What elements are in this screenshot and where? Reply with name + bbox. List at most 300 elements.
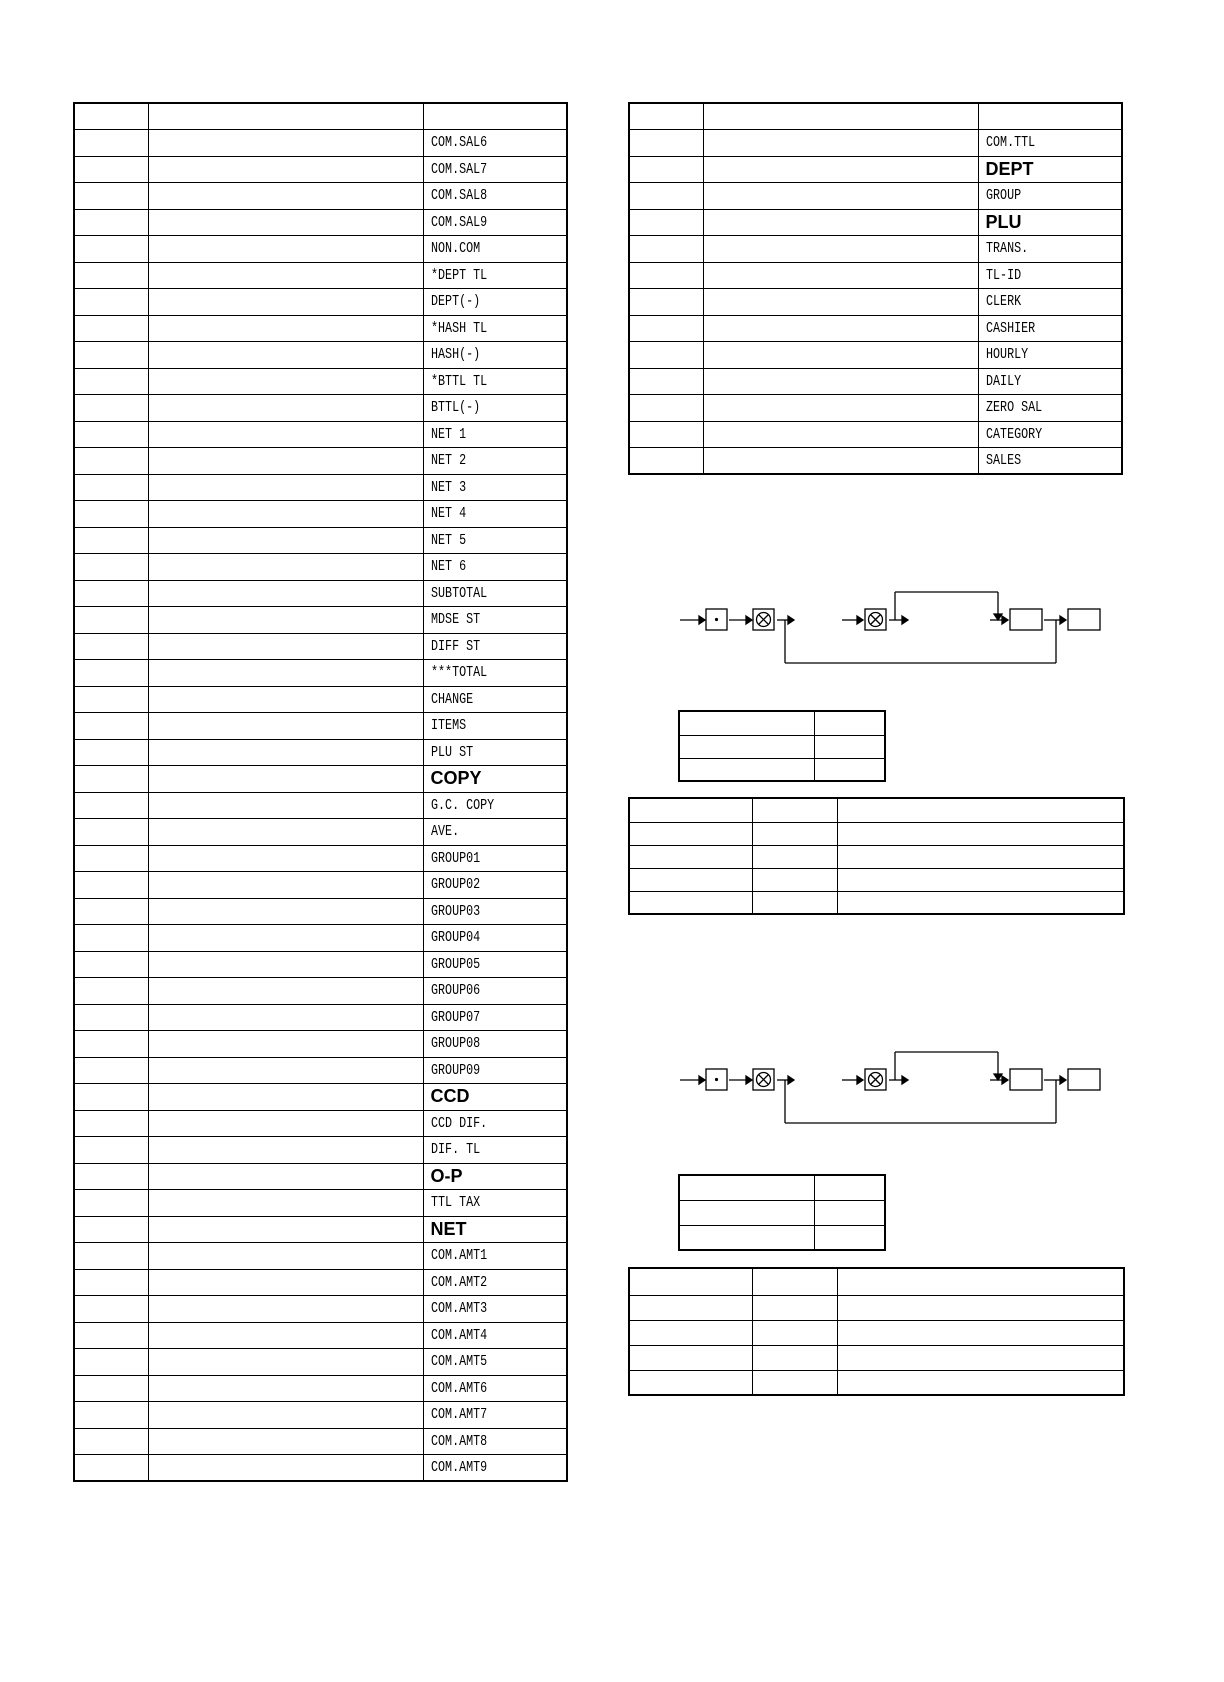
table-row xyxy=(74,872,567,899)
report-item-label xyxy=(423,713,567,740)
row-cell-blank xyxy=(74,554,148,581)
row-cell-blank xyxy=(148,395,423,422)
table-row xyxy=(74,1269,567,1296)
report-item-text: *HASH TL xyxy=(430,319,487,337)
report-item-label xyxy=(423,474,567,501)
table-row xyxy=(629,130,1122,157)
row-cell-blank xyxy=(74,951,148,978)
table-row xyxy=(74,1084,567,1111)
table-row xyxy=(629,209,1122,236)
row-cell-blank xyxy=(703,236,978,263)
row-cell-blank xyxy=(74,183,148,210)
table-row xyxy=(74,156,567,183)
report-item-label xyxy=(423,1402,567,1429)
row-cell-blank xyxy=(629,448,703,475)
row-cell-blank xyxy=(148,236,423,263)
report-item-label xyxy=(423,898,567,925)
report-item-label xyxy=(423,1137,567,1164)
row-cell-blank xyxy=(629,368,703,395)
row-cell-blank xyxy=(148,1375,423,1402)
small-table-1 xyxy=(678,710,886,782)
row-cell-blank xyxy=(148,925,423,952)
row-cell-blank xyxy=(148,686,423,713)
report-item-label xyxy=(423,633,567,660)
row-cell-blank xyxy=(148,580,423,607)
report-item-text: COM.AMT2 xyxy=(430,1273,487,1291)
report-item-label xyxy=(423,262,567,289)
table-row xyxy=(629,183,1122,210)
row-cell-blank xyxy=(74,1057,148,1084)
table-row xyxy=(74,1402,567,1429)
row-cell-blank xyxy=(74,1296,148,1323)
row-cell-blank xyxy=(629,236,703,263)
table-row xyxy=(74,342,567,369)
report-item-text: GROUP05 xyxy=(430,955,480,973)
report-item-label xyxy=(423,925,567,952)
table-row xyxy=(74,448,567,475)
row-cell-blank xyxy=(703,262,978,289)
table-row xyxy=(74,501,567,528)
report-item-text: COM.AMT9 xyxy=(430,1459,487,1476)
report-item-text: NET 6 xyxy=(430,558,466,576)
table-row xyxy=(74,1455,567,1482)
row-cell-blank xyxy=(629,289,703,316)
report-item-label xyxy=(423,872,567,899)
row-cell-blank xyxy=(148,792,423,819)
row-cell-blank xyxy=(148,1084,423,1111)
report-item-text: HOURLY xyxy=(985,346,1028,364)
row-cell-blank xyxy=(74,1190,148,1217)
row-cell-blank xyxy=(74,209,148,236)
table-row xyxy=(74,527,567,554)
table-row xyxy=(74,315,567,342)
row-cell-blank xyxy=(74,130,148,157)
report-item-label xyxy=(423,527,567,554)
row-cell-blank xyxy=(629,421,703,448)
table-row xyxy=(74,1163,567,1190)
report-item-text: COM.SAL9 xyxy=(430,213,487,231)
table-row xyxy=(74,739,567,766)
report-item-text: NET 1 xyxy=(430,425,466,443)
report-item-label xyxy=(978,342,1122,369)
report-item-text: COM.AMT1 xyxy=(430,1247,487,1265)
report-item-label xyxy=(423,978,567,1005)
table-row xyxy=(629,421,1122,448)
row-cell-blank xyxy=(148,1190,423,1217)
report-item-text: MDSE ST xyxy=(430,611,480,629)
report-item-label xyxy=(978,262,1122,289)
report-item-text: TTL TAX xyxy=(430,1194,480,1212)
table-row xyxy=(74,1031,567,1058)
row-cell-blank xyxy=(148,103,423,130)
report-item-text: NET 2 xyxy=(430,452,466,470)
row-cell-blank xyxy=(74,792,148,819)
row-cell-blank xyxy=(148,819,423,846)
report-item-label xyxy=(423,1163,567,1190)
row-cell-blank xyxy=(148,951,423,978)
report-item-label xyxy=(423,156,567,183)
report-item-label xyxy=(423,1428,567,1455)
report-item-label xyxy=(423,660,567,687)
table-row xyxy=(629,448,1122,475)
report-item-label xyxy=(423,1190,567,1217)
row-cell-blank xyxy=(148,845,423,872)
wide-table-2 xyxy=(628,1267,1125,1396)
table-row xyxy=(74,209,567,236)
row-cell-blank xyxy=(74,1269,148,1296)
row-cell-blank xyxy=(148,421,423,448)
report-item-text: ***TOTAL xyxy=(430,664,487,682)
report-item-label xyxy=(423,1004,567,1031)
row-cell-blank xyxy=(148,368,423,395)
report-item-text: COM.SAL6 xyxy=(430,134,487,152)
report-item-text: NET xyxy=(430,1218,467,1239)
report-item-label xyxy=(423,819,567,846)
row-cell-blank xyxy=(148,1402,423,1429)
report-item-label xyxy=(978,209,1122,236)
report-item-label xyxy=(423,448,567,475)
table-row xyxy=(629,262,1122,289)
row-cell-blank xyxy=(148,501,423,528)
row-cell-blank xyxy=(74,315,148,342)
table-row xyxy=(74,262,567,289)
row-cell-blank xyxy=(148,342,423,369)
report-item-text: SALES xyxy=(985,452,1021,469)
row-cell-blank xyxy=(74,289,148,316)
report-item-text: COPY xyxy=(430,768,482,789)
report-item-label xyxy=(423,183,567,210)
table-row xyxy=(74,1428,567,1455)
report-item-text: BTTL(-) xyxy=(430,399,480,417)
report-item-text: GROUP01 xyxy=(430,849,480,867)
row-cell-blank xyxy=(703,315,978,342)
report-item-label xyxy=(423,686,567,713)
table-row xyxy=(74,1190,567,1217)
table-row xyxy=(74,1243,567,1270)
report-item-text: COM.SAL8 xyxy=(430,187,487,205)
row-cell-blank xyxy=(148,554,423,581)
report-item-label xyxy=(978,421,1122,448)
row-cell-blank xyxy=(74,898,148,925)
row-cell-blank xyxy=(74,236,148,263)
row-cell-blank xyxy=(148,289,423,316)
row-cell-blank xyxy=(148,1137,423,1164)
table-row xyxy=(74,607,567,634)
row-cell-blank xyxy=(148,872,423,899)
table-row xyxy=(74,421,567,448)
row-cell-blank xyxy=(74,1031,148,1058)
row-cell-blank xyxy=(74,766,148,793)
report-item-text: CCD DIF. xyxy=(430,1114,487,1132)
table-row xyxy=(629,395,1122,422)
report-item-label xyxy=(423,607,567,634)
row-cell-blank xyxy=(629,103,703,130)
row-cell-blank xyxy=(629,130,703,157)
table-row xyxy=(74,1137,567,1164)
row-cell-blank xyxy=(148,978,423,1005)
row-cell-blank xyxy=(148,527,423,554)
report-item-text: GROUP xyxy=(985,187,1021,205)
report-item-label xyxy=(978,103,1122,130)
table-row xyxy=(74,633,567,660)
report-item-label xyxy=(978,236,1122,263)
report-item-text: COM.AMT5 xyxy=(430,1353,487,1371)
report-item-text: CLERK xyxy=(985,293,1021,311)
report-item-text: AVE. xyxy=(430,823,459,841)
row-cell-blank xyxy=(74,1428,148,1455)
row-cell-blank xyxy=(148,1296,423,1323)
row-cell-blank xyxy=(148,660,423,687)
report-item-text: NET 5 xyxy=(430,531,466,549)
report-item-text: ITEMS xyxy=(430,717,466,735)
table-row xyxy=(74,766,567,793)
report-item-text: COM.AMT3 xyxy=(430,1300,487,1318)
table-row xyxy=(74,660,567,687)
row-cell-blank xyxy=(74,395,148,422)
report-item-text: COM.AMT4 xyxy=(430,1326,487,1344)
key-sequence-diagram-1 xyxy=(670,580,1110,670)
report-item-label xyxy=(423,368,567,395)
report-item-text: TRANS. xyxy=(985,240,1028,258)
table-row xyxy=(74,1322,567,1349)
row-cell-blank xyxy=(74,739,148,766)
row-cell-blank xyxy=(703,209,978,236)
row-cell-blank xyxy=(74,262,148,289)
table-row xyxy=(74,1216,567,1243)
row-cell-blank xyxy=(629,183,703,210)
row-cell-blank xyxy=(74,686,148,713)
row-cell-blank xyxy=(74,978,148,1005)
row-cell-blank xyxy=(74,819,148,846)
table-row xyxy=(74,1296,567,1323)
report-item-label xyxy=(423,289,567,316)
report-item-text: PLU ST xyxy=(430,743,473,761)
row-cell-blank xyxy=(148,1243,423,1270)
report-item-text: GROUP03 xyxy=(430,902,480,920)
row-cell-blank xyxy=(148,1322,423,1349)
report-item-label xyxy=(423,103,567,130)
report-item-text: GROUP08 xyxy=(430,1035,480,1053)
report-item-text: CATEGORY xyxy=(985,425,1042,443)
report-item-text: DEPT(-) xyxy=(430,293,480,311)
row-cell-blank xyxy=(703,156,978,183)
report-item-label xyxy=(978,368,1122,395)
report-item-text: COM.AMT6 xyxy=(430,1379,487,1397)
report-item-label xyxy=(423,1084,567,1111)
row-cell-blank xyxy=(703,183,978,210)
report-item-text: NON.COM xyxy=(430,240,480,258)
row-cell-blank xyxy=(703,395,978,422)
report-item-text: DEPT xyxy=(985,158,1034,179)
row-cell-blank xyxy=(148,1057,423,1084)
report-item-label xyxy=(978,315,1122,342)
report-item-label xyxy=(978,183,1122,210)
row-cell-blank xyxy=(148,1455,423,1482)
report-item-text: ZERO SAL xyxy=(985,399,1042,417)
report-item-text: *DEPT TL xyxy=(430,266,487,284)
row-cell-blank xyxy=(74,501,148,528)
row-cell-blank xyxy=(148,1269,423,1296)
report-item-text: NET 4 xyxy=(430,505,466,523)
report-item-text: GROUP04 xyxy=(430,929,480,947)
report-item-label xyxy=(978,156,1122,183)
row-cell-blank xyxy=(148,262,423,289)
table-row xyxy=(74,1004,567,1031)
row-cell-blank xyxy=(74,1163,148,1190)
table-row xyxy=(74,103,567,130)
row-cell-blank xyxy=(148,1110,423,1137)
small-table-2 xyxy=(678,1174,886,1251)
report-item-label xyxy=(423,1322,567,1349)
row-cell-blank xyxy=(703,289,978,316)
right-report-table xyxy=(628,102,1123,475)
report-item-label xyxy=(423,792,567,819)
table-row xyxy=(74,289,567,316)
row-cell-blank xyxy=(148,1004,423,1031)
left-report-table xyxy=(73,102,568,1482)
report-item-text: COM.AMT8 xyxy=(430,1432,487,1450)
report-item-label xyxy=(423,845,567,872)
row-cell-blank xyxy=(703,448,978,475)
report-item-text: DAILY xyxy=(985,372,1021,390)
report-item-label xyxy=(423,395,567,422)
row-cell-blank xyxy=(74,1402,148,1429)
row-cell-blank xyxy=(148,1216,423,1243)
table-row xyxy=(629,103,1122,130)
report-item-label xyxy=(423,1031,567,1058)
row-cell-blank xyxy=(74,845,148,872)
table-row xyxy=(629,156,1122,183)
row-cell-blank xyxy=(703,421,978,448)
row-cell-blank xyxy=(629,315,703,342)
row-cell-blank xyxy=(629,262,703,289)
row-cell-blank xyxy=(74,368,148,395)
report-item-text: NET 3 xyxy=(430,478,466,496)
report-item-label xyxy=(423,315,567,342)
table-row xyxy=(74,130,567,157)
report-item-text: TL-ID xyxy=(985,266,1021,284)
row-cell-blank xyxy=(74,1110,148,1137)
row-cell-blank xyxy=(148,130,423,157)
report-item-text: PLU xyxy=(985,211,1022,232)
report-item-text: HASH(-) xyxy=(430,346,480,364)
table-row xyxy=(74,898,567,925)
report-item-label xyxy=(423,1455,567,1482)
table-row xyxy=(74,1349,567,1376)
row-cell-blank xyxy=(629,156,703,183)
row-cell-blank xyxy=(74,580,148,607)
row-cell-blank xyxy=(148,315,423,342)
report-item-label xyxy=(423,766,567,793)
report-item-text: O-P xyxy=(430,1165,463,1186)
table-row xyxy=(74,819,567,846)
row-cell-blank xyxy=(148,156,423,183)
row-cell-blank xyxy=(148,713,423,740)
row-cell-blank xyxy=(148,448,423,475)
table-row xyxy=(74,845,567,872)
table-row xyxy=(74,580,567,607)
report-item-text: GROUP07 xyxy=(430,1008,480,1026)
row-cell-blank xyxy=(74,156,148,183)
row-cell-blank xyxy=(74,1322,148,1349)
report-item-label xyxy=(423,342,567,369)
row-cell-blank xyxy=(74,633,148,660)
row-cell-blank xyxy=(74,103,148,130)
table-row xyxy=(74,925,567,952)
report-item-text: CHANGE xyxy=(430,690,473,708)
report-item-label xyxy=(423,1296,567,1323)
row-cell-blank xyxy=(74,1004,148,1031)
table-row xyxy=(74,395,567,422)
table-row xyxy=(629,315,1122,342)
row-cell-blank xyxy=(74,527,148,554)
report-item-text: G.C. COPY xyxy=(430,796,494,814)
table-row xyxy=(629,342,1122,369)
row-cell-blank xyxy=(74,1216,148,1243)
row-cell-blank xyxy=(148,1163,423,1190)
table-row xyxy=(629,368,1122,395)
table-row xyxy=(74,713,567,740)
report-item-text: COM.AMT7 xyxy=(430,1406,487,1424)
table-row xyxy=(74,183,567,210)
table-row xyxy=(74,368,567,395)
report-item-label xyxy=(423,554,567,581)
row-cell-blank xyxy=(629,395,703,422)
report-item-label xyxy=(423,236,567,263)
row-cell-blank xyxy=(148,1349,423,1376)
table-row xyxy=(74,686,567,713)
report-item-label xyxy=(423,501,567,528)
key-sequence-diagram-2 xyxy=(670,1040,1110,1130)
table-row xyxy=(74,1057,567,1084)
table-row xyxy=(74,554,567,581)
table-row xyxy=(74,1375,567,1402)
report-item-label xyxy=(423,580,567,607)
table-row xyxy=(74,236,567,263)
row-cell-blank xyxy=(148,607,423,634)
row-cell-blank xyxy=(74,872,148,899)
report-item-text: *BTTL TL xyxy=(430,372,487,390)
report-item-label xyxy=(978,448,1122,475)
row-cell-blank xyxy=(74,1375,148,1402)
row-cell-blank xyxy=(74,925,148,952)
report-item-label xyxy=(978,289,1122,316)
row-cell-blank xyxy=(148,474,423,501)
report-item-label xyxy=(978,130,1122,157)
row-cell-blank xyxy=(74,660,148,687)
row-cell-blank xyxy=(74,1084,148,1111)
report-item-text: CASHIER xyxy=(985,319,1035,337)
row-cell-blank xyxy=(148,898,423,925)
report-item-text: DIFF ST xyxy=(430,637,480,655)
report-item-label xyxy=(978,395,1122,422)
row-cell-blank xyxy=(148,209,423,236)
table-row xyxy=(74,951,567,978)
table-row xyxy=(629,289,1122,316)
report-item-label xyxy=(423,1110,567,1137)
report-item-label xyxy=(423,1349,567,1376)
report-item-label xyxy=(423,1243,567,1270)
row-cell-blank xyxy=(148,1031,423,1058)
row-cell-blank xyxy=(703,342,978,369)
table-row xyxy=(74,1110,567,1137)
report-item-label xyxy=(423,209,567,236)
report-item-label xyxy=(423,1375,567,1402)
report-item-label xyxy=(423,1057,567,1084)
row-cell-blank xyxy=(74,1349,148,1376)
row-cell-blank xyxy=(74,448,148,475)
report-item-text: DIF. TL xyxy=(430,1141,480,1159)
